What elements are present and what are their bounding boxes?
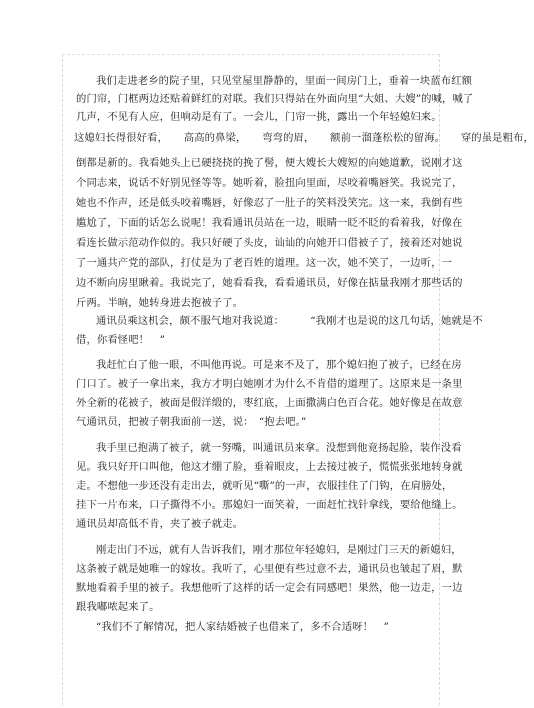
text-line: 我们走进老乡的院子里，只见堂屋里静静的，里面一间房门上，垂着一块蓝布红额 bbox=[96, 75, 473, 87]
text-line: 边不断向房里瞅着。我说完了，她看看我，看看通讯员，好像在掂量我刚才那些话的 bbox=[76, 277, 463, 289]
text-line: 个同志来，说话不好别见怪等等。她听着，脸扭向里面，尽咬着嘴唇笑。我说完了， bbox=[76, 177, 463, 189]
text-line: 我手里已抱满了被子，就一努嘴，叫通讯员来拿。没想到他竟扬起脸，装作没看 bbox=[96, 442, 462, 454]
text-line: 倒都是新的。我看她头上已硬挠挠的挽了髻，便大嫂长大嫂短的向她道歉，说刚才这 bbox=[76, 157, 463, 169]
text-line: 走。不想他一步还没有走出去，就听见“嘶”的一声，衣服挂住了门钩，在肩膀处， bbox=[76, 480, 453, 492]
text-line: “我们不了解情况，把人家结婚被子也借来了，多不合适呀！ ” bbox=[96, 621, 389, 633]
text-line: 门口了。被子一拿出来，我方才明白她刚才为什么不肯借的道理了。这原来是一条里 bbox=[76, 378, 463, 390]
text-line: 这条被子就是她唯一的嫁妆。我听了，心里便有些过意不去，通讯员也皱起了眉，默 bbox=[76, 563, 463, 575]
text-line: 刚走出门不远，就有人告诉我们，刚才那位年轻媳妇，是刚过门三天的新媳妇， bbox=[96, 544, 462, 556]
text-line: 气通讯员，把被子朝我面前一送，说： “抱去吧。” bbox=[76, 416, 307, 428]
text-line: 借，你看怪吧！ ” bbox=[76, 334, 165, 346]
text-line: 几声，不见有人应，但响动是有了。一会儿，门帘一挑，露出一个年轻媳妇来。 bbox=[76, 111, 442, 123]
text-line: 挂下一片布来，口子撕得不小。那媳妇一面笑着，一面赶忙找针拿线，要给他缝上。 bbox=[76, 499, 463, 511]
text-line: 外全新的花被子，被面是假洋缎的，枣红底，上面撒满白色百合花。她好像是在故意 bbox=[76, 397, 463, 409]
text-line: 她也不作声，还是低头咬着嘴唇，好像忍了一肚子的笑料没笑完。这一来，我倒有些 bbox=[76, 197, 463, 209]
text-line: 见。我只好开口叫他，他这才绷了脸，垂着眼皮，上去接过被子，慌慌张张地转身就 bbox=[76, 461, 463, 473]
text-line: 这媳妇长得很好看， 高高的鼻梁， 弯弯的眉， 额前一溜蓬松松的留海。 穿的虽是粗布， bbox=[74, 132, 534, 144]
text-line: 看连长做示范动作似的。我只好硬了头皮，讪讪的向她开口借被子了，接着还对她说 bbox=[76, 237, 463, 249]
text-line: 默地看着手里的被子。我想他听了这样的话一定会有同感吧！果然，他一边走，一边 bbox=[76, 582, 463, 594]
text-line: 斤两。半晌，她转身进去抱被子了。 bbox=[76, 297, 244, 309]
text-line: 跟我嘟哝起来了。 bbox=[76, 601, 160, 613]
text-line: 我赶忙白了他一眼，不叫他再说。可是来不及了，那个媳妇抱了被子，已经在房 bbox=[96, 359, 462, 371]
text-line: 通讯员乘这机会，颇不服气地对我说道： “我刚才也是说的这几句话，她就是不 bbox=[96, 315, 483, 327]
text-line: 尴尬了，下面的话怎么说呢！我看通讯员站在一边，眼睛一眨不眨的看着我，好像在 bbox=[76, 217, 463, 229]
text-line: 的门帘，门框两边还贴着鲜红的对联。我们只得站在外面向里“大姐、大嫂”的喊，喊了 bbox=[76, 93, 474, 105]
text-line: 了一通共产党的部队，打仗是为了老百姓的道理。这一次，她不笑了，一边听，一 bbox=[76, 257, 453, 269]
text-line: 通讯员却高低不肯，夹了被子就走。 bbox=[76, 518, 244, 530]
